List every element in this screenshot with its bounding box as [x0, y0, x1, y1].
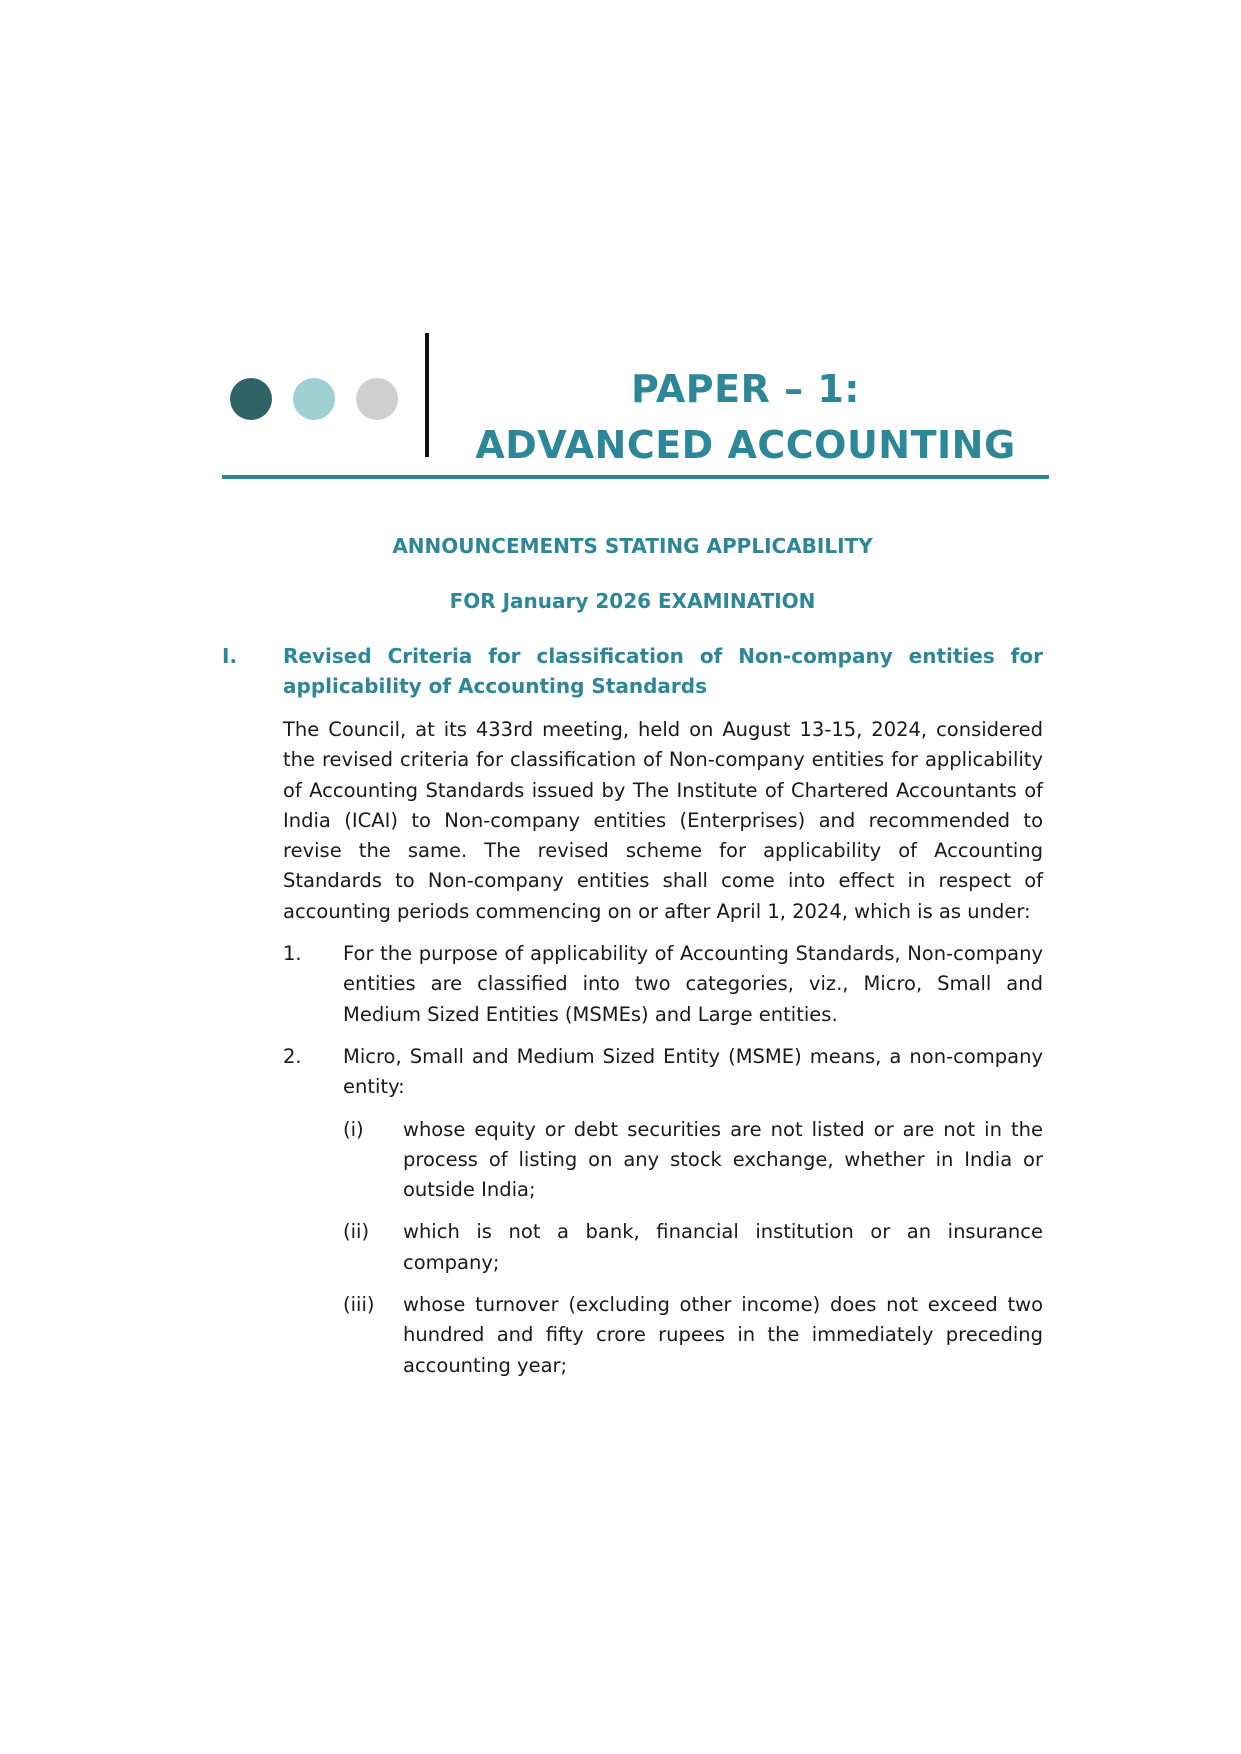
section-title: Revised Criteria for classification of Non-company entities for applicability of Accounting Standards: [283, 644, 1043, 698]
title-line-2: ADVANCED ACCOUNTING: [475, 423, 1016, 467]
sub-list-item-text: whose equity or debt securities are not listed or are not in the process of listing on any stock exchange, whether in India or outside India;: [403, 1117, 1043, 1202]
grey-dot-icon: [356, 378, 398, 420]
examination-heading: FOR January 2026 EXAMINATION: [449, 589, 816, 613]
list-item: [283, 1042, 1043, 1103]
sub-list-item: [343, 1115, 1043, 1206]
title-line-1: PAPER – 1:: [631, 367, 860, 411]
sub-list-item-text: whose turnover (excluding other income) does not exceed two hundred and fifty crore rupees in the immediately preceding accounting year;: [403, 1293, 1043, 1377]
list-item-text: For the purpose of applicability of Accounting Standards, Non-company entities are classified into two categories, viz., Micro, Small and Medium Sized Entities (MSMEs) and Large entities.: [343, 942, 1043, 1026]
dark-teal-dot-icon: [230, 378, 272, 420]
list-item-number: 1.: [283, 942, 302, 966]
list-item-number: 2.: [283, 1044, 302, 1068]
light-teal-dot-icon: [293, 378, 335, 420]
header-underline: [222, 475, 1049, 479]
announcement-heading: ANNOUNCEMENTS STATING APPLICABILITY: [392, 534, 873, 558]
sub-list-item: [343, 1290, 1043, 1381]
page-title: [442, 361, 1049, 473]
section-number: I.: [222, 644, 238, 668]
list-item: [283, 939, 1043, 1030]
sub-list-item: [343, 1217, 1043, 1278]
header-divider: [425, 333, 429, 457]
section-revised-criteria: [222, 641, 1043, 1381]
section-paragraph: The Council, at its 433rd meeting, held on August 13-15, 2024, considered the revised criteria for classification of Non-company entities for applicability of Accounting Standards issued by The Institute of Chartered Accountants of India (ICAI) to Non-company entities (Enterprises) and recommended to revise the same. The revised scheme for applicability of Accounting Standards to Non-company entities shall come into effect in respect of accounting periods commencing on or after April 1, 2024, which is as under:: [283, 718, 1043, 923]
page-header: [222, 333, 1049, 481]
list-item-text: Micro, Small and Medium Sized Entity (MSME) means, a non-company entity:: [343, 1044, 1043, 1099]
sub-list-item-number: (ii): [343, 1220, 370, 1244]
sub-list-item-text: which is not a bank, financial institution or an insurance company;: [403, 1220, 1043, 1274]
sub-list-item-number: (iii): [343, 1293, 375, 1317]
sub-list-item-number: (i): [343, 1117, 364, 1141]
